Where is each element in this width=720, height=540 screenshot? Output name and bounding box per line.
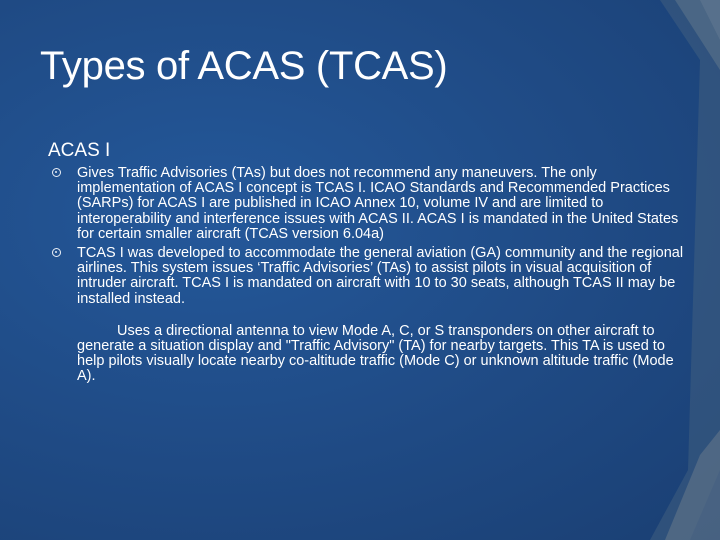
target-circle-icon bbox=[52, 168, 61, 177]
bullet-text: Gives Traffic Advisories (TAs) but does not recommend any maneuvers. The only implementation of ACAS I concept is TCAS I. ICAO Standards and Recommended Practices (SARPs) for ACAS I are published in ICAO Annex 10, volume IV and are limited to interoperability and interference issues with ACAS II. ACAS I is mandated in the United States for certain smaller aircraft (TCAS version 6.04a) bbox=[77, 165, 679, 242]
bullet-text: TCAS I was developed to accommodate the general aviation (GA) community and the regional airlines. This system issues ‘Traffic Advisories’ (TAs) to assist pilots in visual acquisition of intruder aircraft. TCAS I is mandated on aircraft with 10 to 30 seats, although TCAS II may be installed instead. bbox=[77, 245, 684, 307]
indented-paragraph: Uses a directional antenna to view Mode A, C, or S transponders on other aircraft to generate a situation display and "Traffic Advisory" (TA) for nearby targets. This TA is used to help pilots visually locate nearby co-altitude traffic (Mode C) or unknown altitude traffic (Mode A). bbox=[77, 322, 674, 385]
bullet-item bbox=[48, 246, 688, 307]
slide-title: Types of ACAS (TCAS) bbox=[40, 44, 448, 88]
section-heading: ACAS I bbox=[48, 140, 111, 161]
slide-content bbox=[48, 140, 688, 385]
target-circle-icon bbox=[52, 248, 61, 257]
bullet-item bbox=[48, 166, 688, 242]
